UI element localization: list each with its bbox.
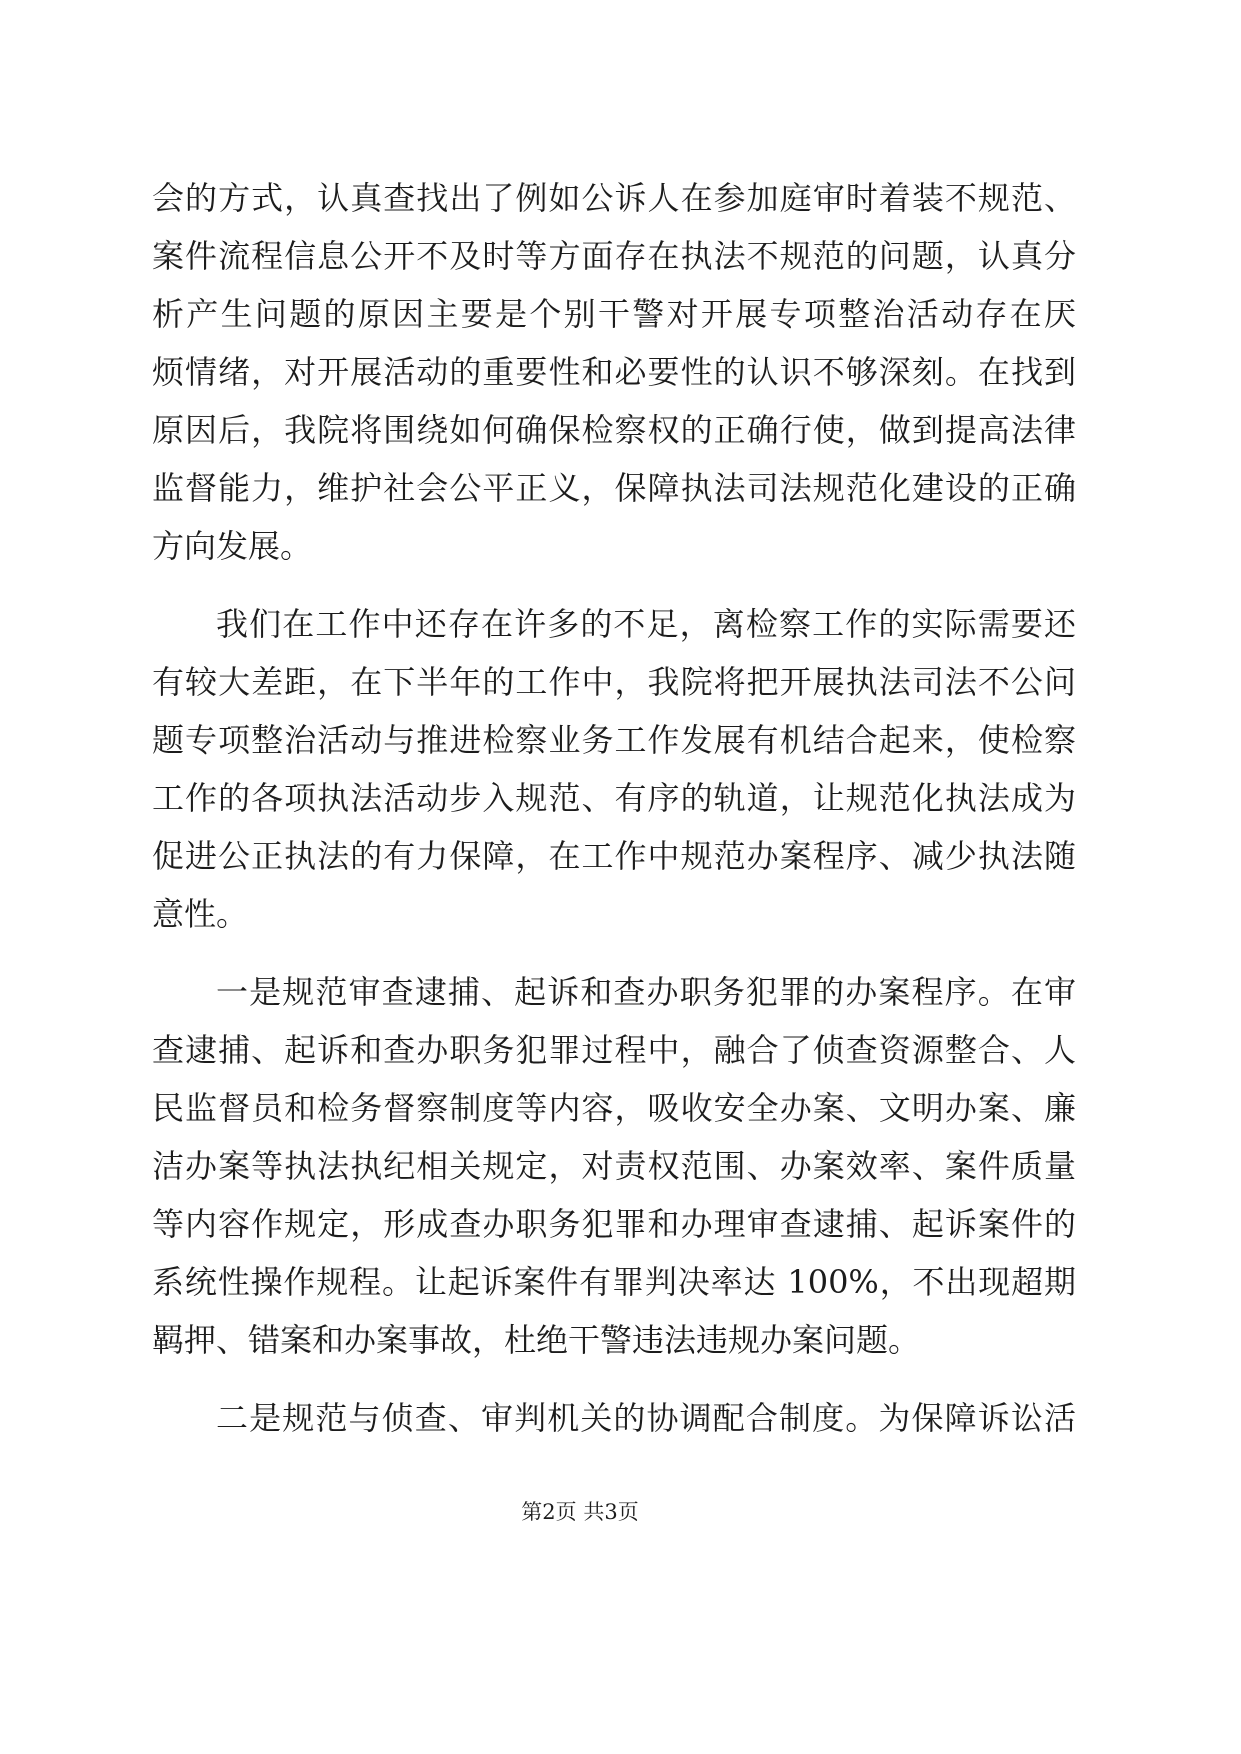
text-line: 等内容作规定，形成查办职务犯罪和办理审查逮捕、起诉案件的 <box>152 1205 1076 1243</box>
text-line: 监督能力，维护社会公平正义，保障执法司法规范化建设的正确 <box>152 469 1076 507</box>
paragraph <box>152 1389 1076 1447</box>
text-line: 工作的各项执法活动步入规范、有序的轨道，让规范化执法成为 <box>152 779 1076 817</box>
text-line: 原因后，我院将围绕如何确保检察权的正确行使，做到提高法律 <box>152 411 1076 449</box>
text-line: 查逮捕、起诉和查办职务犯罪过程中，融合了侦查资源整合、人 <box>152 1031 1076 1069</box>
text-line: 析产生问题的原因主要是个别干警对开展专项整治活动存在厌 <box>152 295 1076 333</box>
paragraph <box>152 169 1076 575</box>
text-line: 洁办案等执法执纪相关规定，对责权范围、办案效率、案件质量 <box>152 1147 1076 1185</box>
paragraph <box>152 963 1076 1369</box>
text-line: 系统性操作规程。让起诉案件有罪判决率达 100%，不出现超期 <box>152 1263 1076 1301</box>
paragraph <box>152 595 1076 943</box>
text-line: 案件流程信息公开不及时等方面存在执法不规范的问题，认真分 <box>152 237 1076 275</box>
text-line: 二是规范与侦查、审判机关的协调配合制度。为保障诉讼活 <box>216 1399 1076 1437</box>
page-number-footer: 第2页 共3页 <box>521 1500 639 1524</box>
text-line: 方向发展。 <box>152 527 313 565</box>
text-line: 促进公正执法的有力保障，在工作中规范办案程序、减少执法随 <box>152 837 1076 875</box>
text-line: 一是规范审查逮捕、起诉和查办职务犯罪的办案程序。在审 <box>216 973 1076 1011</box>
text-line: 意性。 <box>152 895 249 933</box>
text-line: 民监督员和检务督察制度等内容，吸收安全办案、文明办案、廉 <box>152 1089 1076 1127</box>
text-line: 会的方式，认真查找出了例如公诉人在参加庭审时着装不规范、 <box>152 179 1076 217</box>
text-line: 题专项整治活动与推进检察业务工作发展有机结合起来，使检察 <box>152 721 1076 759</box>
text-line: 有较大差距，在下半年的工作中，我院将把开展执法司法不公问 <box>152 663 1076 701</box>
text-line: 烦情绪，对开展活动的重要性和必要性的认识不够深刻。在找到 <box>152 353 1076 391</box>
text-line: 羁押、错案和办案事故，杜绝干警违法违规办案问题。 <box>152 1321 921 1359</box>
document-body <box>152 169 1076 1447</box>
text-line: 我们在工作中还存在许多的不足，离检察工作的实际需要还 <box>216 605 1076 643</box>
